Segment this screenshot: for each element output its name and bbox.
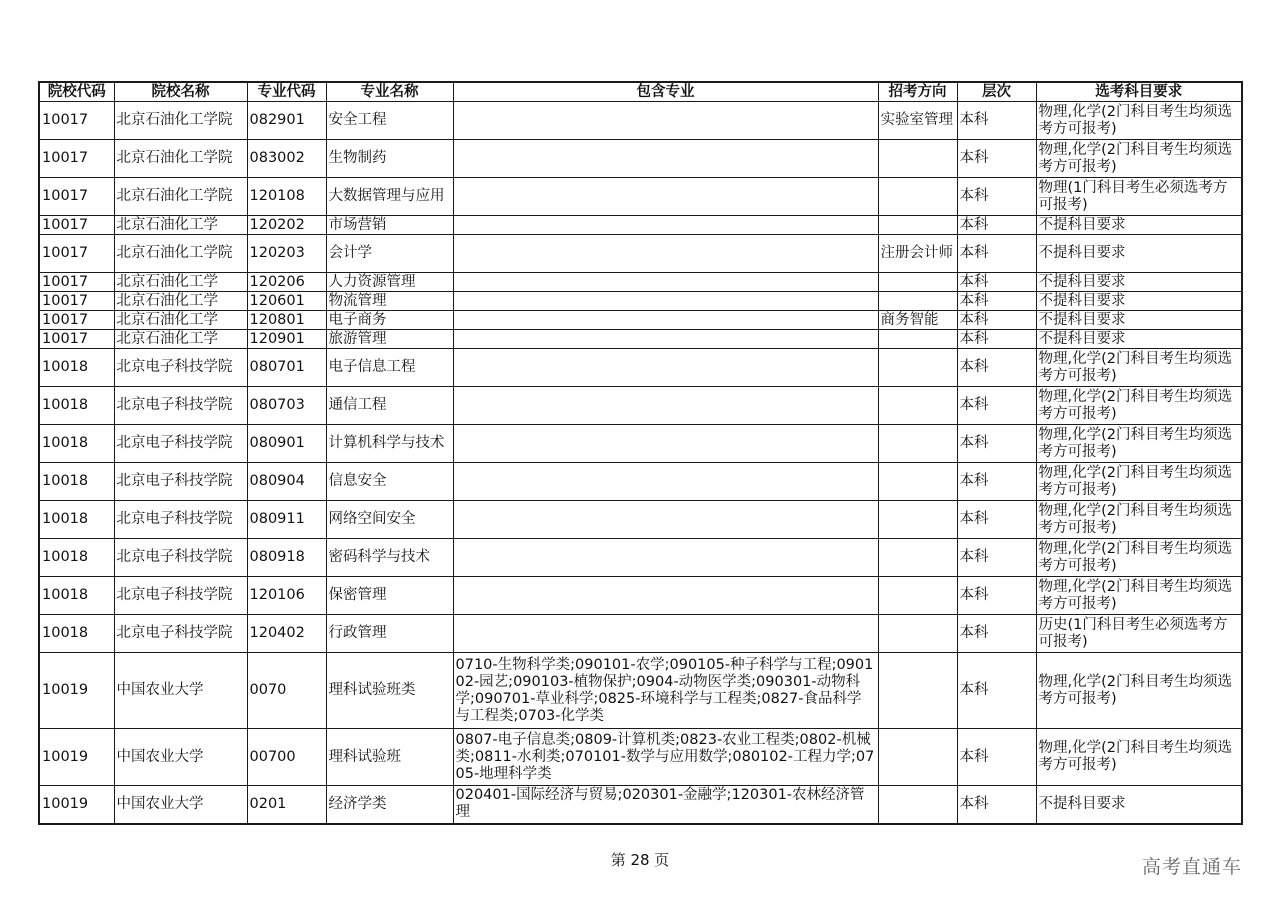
cell-school-name: 北京电子科技学院 [114,463,247,501]
cell-included-majors [453,330,878,349]
cell-level: 本科 [957,102,1036,140]
table-row [39,178,1242,216]
cell-direction [878,615,957,653]
cell-major-code: 080703 [247,387,326,425]
cell-school-name: 北京电子科技学院 [114,501,247,539]
table-row [39,425,1242,463]
header-major-code: 专业代码 [247,82,326,102]
cell-direction [878,273,957,292]
cell-major-code: 120203 [247,235,326,273]
cell-direction: 注册会计师 [878,235,957,273]
cell-major-name: 电子商务 [326,311,453,330]
cell-school-code: 10017 [39,292,114,311]
cell-subject-requirement: 不提科目要求 [1036,786,1242,824]
cell-school-code: 10017 [39,178,114,216]
cell-included-majors [453,216,878,235]
cell-included-majors [453,425,878,463]
watermark: 高考直通车 [1142,856,1243,878]
header-subject-requirement: 选考科目要求 [1036,82,1242,102]
table-row [39,349,1242,387]
cell-direction [878,501,957,539]
cell-subject-requirement: 物理,化学(2门科目考生均须选考方可报考) [1036,102,1242,140]
cell-major-code: 120202 [247,216,326,235]
cell-subject-requirement: 不提科目要求 [1036,235,1242,273]
table-row [39,786,1242,824]
cell-school-code: 10018 [39,463,114,501]
cell-level: 本科 [957,292,1036,311]
cell-major-name: 密码科学与技术 [326,539,453,577]
cell-school-code: 10017 [39,216,114,235]
cell-school-name: 北京石油化工学院 [114,140,247,178]
cell-included-majors [453,140,878,178]
cell-direction [878,178,957,216]
cell-major-code: 120206 [247,273,326,292]
header-level: 层次 [957,82,1036,102]
cell-direction [878,140,957,178]
table-row [39,577,1242,615]
cell-included-majors [453,349,878,387]
cell-school-name: 北京电子科技学院 [114,539,247,577]
table-row [39,102,1242,140]
cell-school-name: 北京石油化工学院 [114,178,247,216]
cell-school-code: 10018 [39,349,114,387]
cell-subject-requirement: 物理,化学(2门科目考生均须选考方可报考) [1036,425,1242,463]
cell-direction [878,425,957,463]
cell-major-code: 080901 [247,425,326,463]
cell-level: 本科 [957,178,1036,216]
cell-level: 本科 [957,425,1036,463]
cell-major-name: 计算机科学与技术 [326,425,453,463]
cell-school-name: 北京石油化工学院 [114,235,247,273]
cell-direction [878,539,957,577]
cell-subject-requirement: 物理,化学(2门科目考生均须选考方可报考) [1036,349,1242,387]
cell-included-majors [453,178,878,216]
cell-major-name: 保密管理 [326,577,453,615]
cell-level: 本科 [957,216,1036,235]
cell-direction [878,292,957,311]
cell-included-majors [453,463,878,501]
cell-school-name: 中国农业大学 [114,786,247,824]
cell-major-code: 080904 [247,463,326,501]
cell-subject-requirement: 物理(1门科目考生必须选考方可报考) [1036,178,1242,216]
cell-level: 本科 [957,653,1036,729]
cell-school-name: 北京石油化工学 [114,311,247,330]
cell-school-code: 10018 [39,425,114,463]
cell-school-name: 北京电子科技学院 [114,577,247,615]
cell-level: 本科 [957,729,1036,786]
cell-school-code: 10017 [39,330,114,349]
table-row [39,615,1242,653]
cell-school-name: 北京电子科技学院 [114,387,247,425]
cell-level: 本科 [957,577,1036,615]
cell-school-code: 10018 [39,615,114,653]
cell-included-majors [453,615,878,653]
cell-major-code: 120801 [247,311,326,330]
table-row [39,235,1242,273]
cell-major-code: 080701 [247,349,326,387]
cell-major-code: 080918 [247,539,326,577]
cell-level: 本科 [957,330,1036,349]
table-row [39,216,1242,235]
header-school-name: 院校名称 [114,82,247,102]
cell-major-name: 安全工程 [326,102,453,140]
cell-major-name: 人力资源管理 [326,273,453,292]
cell-level: 本科 [957,501,1036,539]
cell-major-name: 旅游管理 [326,330,453,349]
cell-school-code: 10018 [39,539,114,577]
cell-major-code: 120402 [247,615,326,653]
table-row [39,330,1242,349]
cell-subject-requirement: 不提科目要求 [1036,216,1242,235]
cell-level: 本科 [957,235,1036,273]
cell-major-code: 120106 [247,577,326,615]
cell-major-name: 通信工程 [326,387,453,425]
cell-level: 本科 [957,463,1036,501]
cell-direction [878,216,957,235]
cell-direction: 商务智能 [878,311,957,330]
table-row [39,463,1242,501]
cell-major-name: 物流管理 [326,292,453,311]
cell-school-code: 10018 [39,387,114,425]
cell-subject-requirement: 物理,化学(2门科目考生均须选考方可报考) [1036,539,1242,577]
cell-subject-requirement: 物理,化学(2门科目考生均须选考方可报考) [1036,463,1242,501]
cell-level: 本科 [957,539,1036,577]
cell-major-code: 120108 [247,178,326,216]
cell-direction [878,349,957,387]
cell-direction [878,387,957,425]
cell-included-majors [453,501,878,539]
table-row [39,387,1242,425]
cell-subject-requirement: 物理,化学(2门科目考生均须选考方可报考) [1036,140,1242,178]
cell-included-majors [453,102,878,140]
cell-school-name: 北京石油化工学院 [114,102,247,140]
header-included-majors: 包含专业 [453,82,878,102]
header-direction: 招考方向 [878,82,957,102]
cell-subject-requirement: 物理,化学(2门科目考生均须选考方可报考) [1036,577,1242,615]
admissions-table [38,81,1243,825]
cell-included-majors [453,539,878,577]
cell-direction [878,786,957,824]
cell-school-name: 北京石油化工学 [114,273,247,292]
cell-subject-requirement: 不提科目要求 [1036,273,1242,292]
cell-school-code: 10017 [39,102,114,140]
cell-school-code: 10019 [39,653,114,729]
table-row [39,140,1242,178]
cell-included-majors: 0807-电子信息类;0809-计算机类;0823-农业工程类;0802-机械类;0811-水利类;070101-数学与应用数学;080102-工程力学;0705-地理科学类 [453,729,878,786]
table-row [39,539,1242,577]
cell-school-name: 北京电子科技学院 [114,615,247,653]
cell-major-name: 行政管理 [326,615,453,653]
cell-major-name: 会计学 [326,235,453,273]
cell-subject-requirement: 物理,化学(2门科目考生均须选考方可报考) [1036,387,1242,425]
cell-direction [878,729,957,786]
cell-included-majors [453,311,878,330]
cell-major-name: 网络空间安全 [326,501,453,539]
cell-major-name: 信息安全 [326,463,453,501]
cell-level: 本科 [957,311,1036,330]
cell-school-code: 10017 [39,140,114,178]
cell-direction: 实验室管理 [878,102,957,140]
cell-school-name: 北京电子科技学院 [114,425,247,463]
cell-major-name: 理科试验班类 [326,653,453,729]
cell-major-name: 大数据管理与应用 [326,178,453,216]
cell-direction [878,463,957,501]
cell-subject-requirement: 物理,化学(2门科目考生均须选考方可报考) [1036,653,1242,729]
cell-major-name: 理科试验班 [326,729,453,786]
cell-level: 本科 [957,615,1036,653]
cell-school-name: 北京石油化工学 [114,292,247,311]
cell-included-majors [453,292,878,311]
cell-school-name: 北京石油化工学 [114,216,247,235]
cell-major-code: 080911 [247,501,326,539]
cell-major-code: 0201 [247,786,326,824]
cell-major-name: 电子信息工程 [326,349,453,387]
cell-school-name: 北京电子科技学院 [114,349,247,387]
cell-level: 本科 [957,140,1036,178]
cell-school-code: 10019 [39,729,114,786]
cell-included-majors [453,235,878,273]
cell-school-name: 北京石油化工学 [114,330,247,349]
cell-school-code: 10017 [39,273,114,292]
cell-level: 本科 [957,349,1036,387]
cell-subject-requirement: 历史(1门科目考生必须选考方可报考) [1036,615,1242,653]
cell-school-name: 中国农业大学 [114,729,247,786]
cell-subject-requirement: 不提科目要求 [1036,311,1242,330]
cell-level: 本科 [957,273,1036,292]
cell-direction [878,330,957,349]
cell-major-code: 120601 [247,292,326,311]
cell-major-name: 市场营销 [326,216,453,235]
cell-subject-requirement: 物理,化学(2门科目考生均须选考方可报考) [1036,501,1242,539]
header-school-code: 院校代码 [39,82,114,102]
cell-major-code: 120901 [247,330,326,349]
cell-school-code: 10017 [39,235,114,273]
cell-direction [878,577,957,615]
header-major-name: 专业名称 [326,82,453,102]
table-row [39,311,1242,330]
cell-major-code: 00700 [247,729,326,786]
cell-included-majors [453,387,878,425]
cell-subject-requirement: 不提科目要求 [1036,330,1242,349]
cell-school-code: 10018 [39,501,114,539]
header-row [39,82,1242,102]
cell-included-majors: 0710-生物科学类;090101-农学;090105-种子科学与工程;090102-园艺;090103-植物保护;0904-动物医学类;090301-动物科学;090701-草业科学;0825-环境科学与工程类;0827-食品科学与工程类;0703-化学类 [453,653,878,729]
table-row [39,653,1242,729]
cell-school-code: 10018 [39,577,114,615]
cell-school-code: 10019 [39,786,114,824]
cell-major-name: 生物制药 [326,140,453,178]
cell-included-majors: 020401-国际经济与贸易;020301-金融学;120301-农林经济管理 [453,786,878,824]
cell-level: 本科 [957,786,1036,824]
cell-major-code: 082901 [247,102,326,140]
cell-school-name: 中国农业大学 [114,653,247,729]
table-row [39,729,1242,786]
cell-subject-requirement: 不提科目要求 [1036,292,1242,311]
cell-direction [878,653,957,729]
cell-major-code: 0070 [247,653,326,729]
table-row [39,501,1242,539]
cell-level: 本科 [957,387,1036,425]
table-row [39,273,1242,292]
table-row [39,292,1242,311]
cell-subject-requirement: 物理,化学(2门科目考生均须选考方可报考) [1036,729,1242,786]
cell-school-code: 10017 [39,311,114,330]
cell-included-majors [453,577,878,615]
cell-major-name: 经济学类 [326,786,453,824]
cell-major-code: 083002 [247,140,326,178]
page-number: 第 28 页 [610,851,670,869]
cell-included-majors [453,273,878,292]
